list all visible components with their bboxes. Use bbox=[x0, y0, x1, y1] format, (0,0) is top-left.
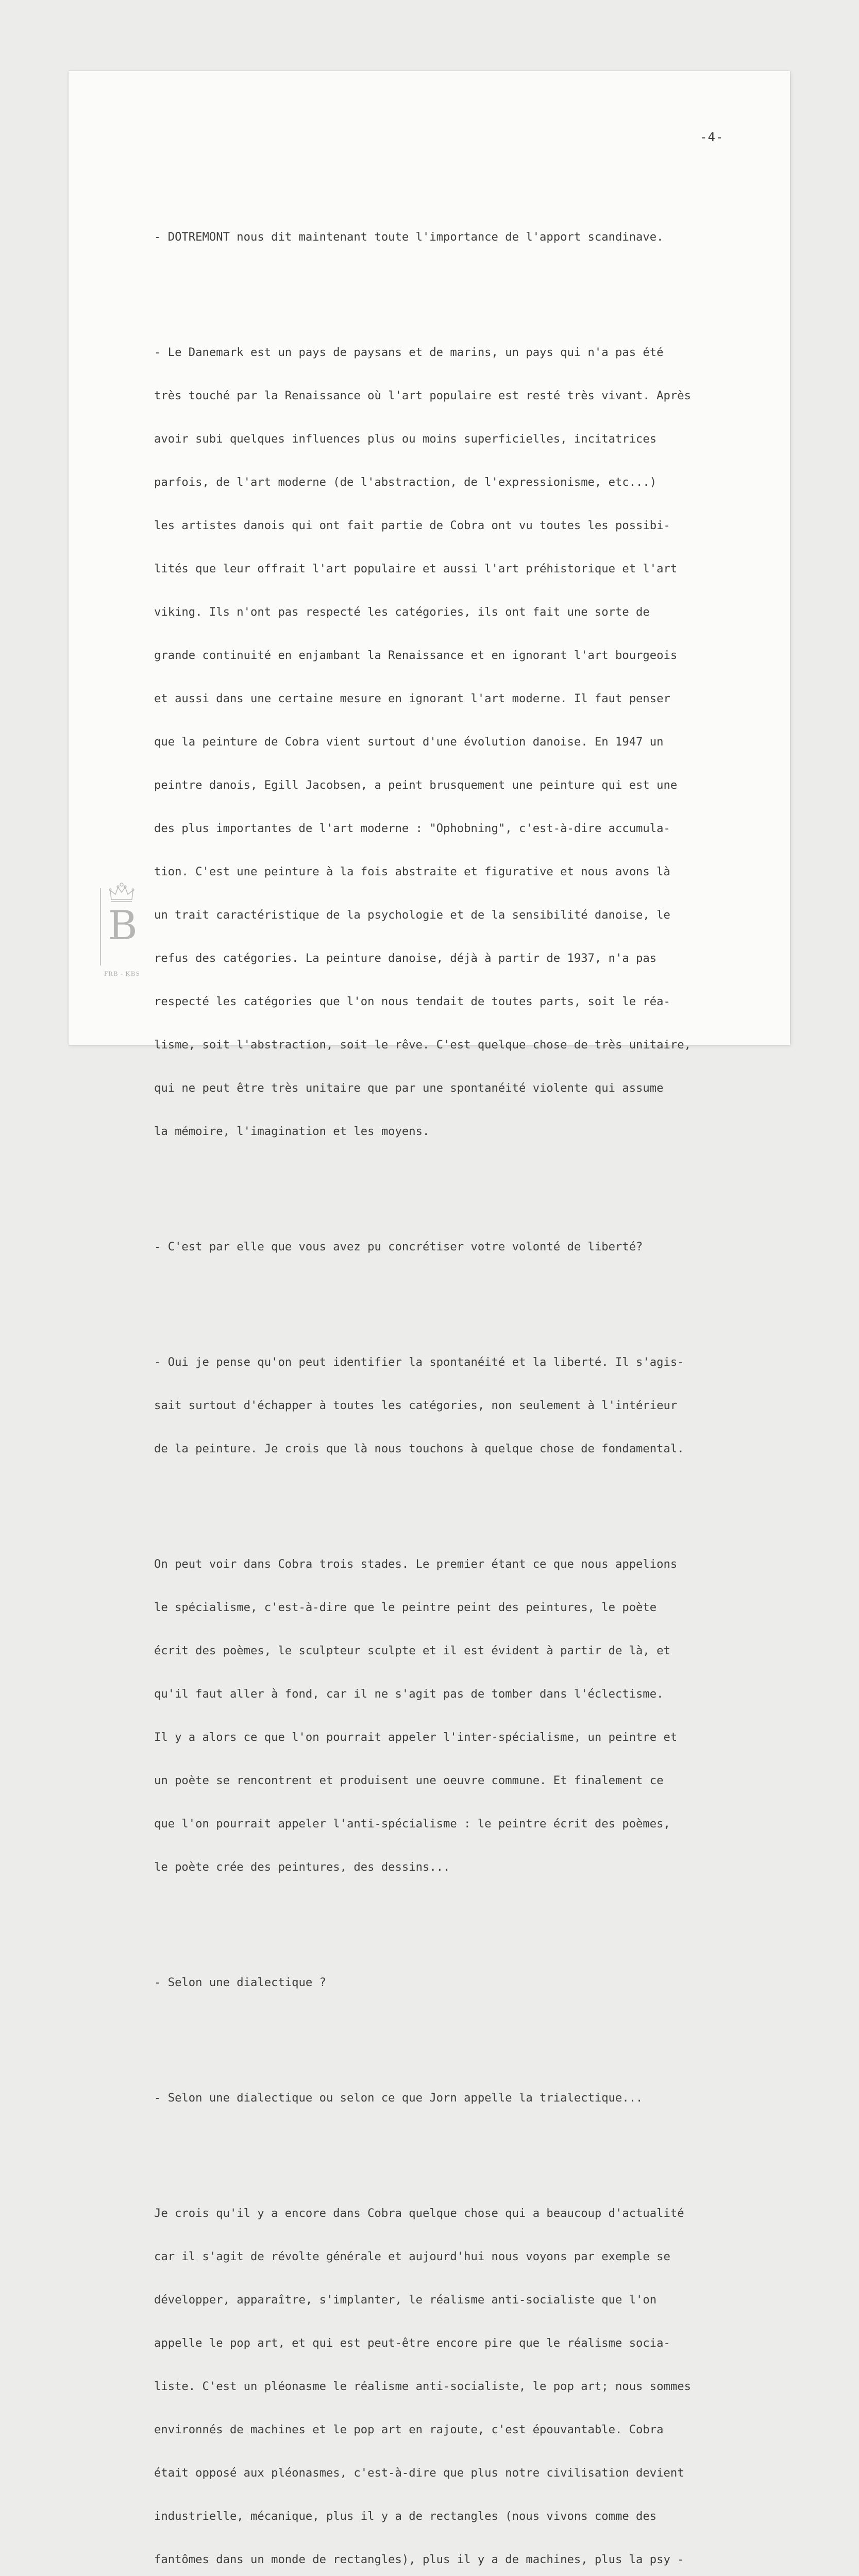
text-line: un poète se rencontrent et produisent une oeuvre commune. Et finalement ce bbox=[154, 1774, 664, 1787]
text-line: lisme, soit l'abstraction, soit le rêve. C'est quelque chose de très unitaire, bbox=[154, 1038, 691, 1052]
text-line: viking. Ils n'ont pas respecté les catégories, ils ont fait une sorte de bbox=[154, 605, 650, 619]
crown-icon bbox=[108, 882, 135, 904]
text-line: On peut voir dans Cobra trois stades. Le premier étant ce que nous appelions bbox=[154, 1557, 678, 1571]
paragraph bbox=[154, 1326, 772, 1485]
text-line: un trait caractéristique de la psychologie et de la sensibilité danoise, le bbox=[154, 908, 670, 922]
paragraph bbox=[154, 2177, 772, 2576]
text-line: Il y a alors ce que l'on pourrait appeler l'inter-spécialisme, un peintre et bbox=[154, 1731, 678, 1744]
text-line: le poète crée des peintures, des dessins... bbox=[154, 1860, 450, 1874]
text-line: qu'il faut aller à fond, car il ne s'agit pas de tomber dans l'éclectisme. bbox=[154, 1687, 664, 1701]
text-line: environnés de machines et le pop art en rajoute, c'est épouvantable. Cobra bbox=[154, 2423, 664, 2436]
text-line: - Selon une dialectique ? bbox=[154, 1976, 326, 1989]
text-line: et aussi dans une certaine mesure en ignorant l'art moderne. Il faut penser bbox=[154, 692, 670, 705]
text-line: le spécialisme, c'est-à-dire que le peintre peint des peintures, le poète bbox=[154, 1601, 657, 1614]
text-line: peintre danois, Egill Jacobsen, a peint brusquement une peinture qui est une bbox=[154, 778, 678, 792]
text-line: avoir subi quelques influences plus ou moins superficielles, incitatrices bbox=[154, 432, 657, 446]
text-line: liste. C'est un pléonasme le réalisme anti-socialiste, le pop art; nous sommes bbox=[154, 2380, 691, 2393]
text-line: très touché par la Renaissance où l'art populaire est resté très vivant. Après bbox=[154, 389, 691, 402]
text-line: qui ne peut être très unitaire que par une spontanéité violente qui assume bbox=[154, 1081, 664, 1095]
text-line: appelle le pop art, et qui est peut-être encore pire que le réalisme socia- bbox=[154, 2336, 670, 2350]
paragraph bbox=[154, 1528, 772, 1903]
text-line: des plus importantes de l'art moderne : "Ophobning", c'est-à-dire accumula- bbox=[154, 822, 670, 835]
paragraph bbox=[154, 1211, 772, 1283]
text-line: - Le Danemark est un pays de paysans et de marins, un pays qui n'a pas été bbox=[154, 346, 664, 359]
page-number: -4- bbox=[700, 130, 724, 144]
text-line: parfois, de l'art moderne (de l'abstraction, de l'expressionisme, etc...) bbox=[154, 476, 657, 489]
text-line: refus des catégories. La peinture danoise, déjà à partir de 1937, n'a pas bbox=[154, 952, 657, 965]
text-line: fantômes dans un monde de rectangles), plus il y a de machines, plus la psy - bbox=[154, 2553, 684, 2566]
document-body bbox=[154, 172, 772, 2576]
text-line: écrit des poèmes, le sculpteur sculpte et il est évident à partir de là, et bbox=[154, 1644, 670, 1657]
text-line: que l'on pourrait appeler l'anti-spécialisme : le peintre écrit des poèmes, bbox=[154, 1817, 670, 1831]
logo-letter: B bbox=[108, 903, 138, 949]
text-line: - DOTREMONT nous dit maintenant toute l'importance de l'apport scandinave. bbox=[154, 230, 664, 244]
logo-left-bar bbox=[100, 888, 101, 965]
text-line: était opposé aux pléonasmes, c'est-à-dire que plus notre civilisation devient bbox=[154, 2466, 684, 2480]
text-line: sait surtout d'échapper à toutes les catégories, non seulement à l'intérieur bbox=[154, 1399, 678, 1412]
text-line: - Selon une dialectique ou selon ce que Jorn appelle la trialectique... bbox=[154, 2091, 643, 2105]
text-line: les artistes danois qui ont fait partie de Cobra ont vu toutes les possibi- bbox=[154, 519, 670, 532]
text-line: industrielle, mécanique, plus il y a de rectangles (nous vivons comme des bbox=[154, 2510, 657, 2523]
foundation-logo bbox=[96, 882, 148, 977]
text-line: de la peinture. Je crois que là nous touchons à quelque chose de fondamental. bbox=[154, 1442, 684, 1455]
paragraph bbox=[154, 316, 772, 1167]
text-line: - C'est par elle que vous avez pu concrétiser votre volonté de liberté? bbox=[154, 1240, 643, 1253]
text-line: tion. C'est une peinture à la fois abstraite et figurative et nous avons là bbox=[154, 865, 670, 878]
paragraph bbox=[154, 201, 772, 273]
text-line: - Oui je pense qu'on peut identifier la spontanéité et la liberté. Il s'agis- bbox=[154, 1355, 684, 1369]
text-line: que la peinture de Cobra vient surtout d'une évolution danoise. En 1947 un bbox=[154, 735, 664, 749]
text-line: la mémoire, l'imagination et les moyens. bbox=[154, 1125, 430, 1138]
text-line: respecté les catégories que l'on nous tendait de toutes parts, soit le réa- bbox=[154, 995, 670, 1008]
text-line: Je crois qu'il y a encore dans Cobra quelque chose qui a beaucoup d'actualité bbox=[154, 2207, 684, 2220]
logo-caption: FRB - KBS bbox=[104, 970, 140, 977]
text-line: grande continuité en enjambant la Renaissance et en ignorant l'art bourgeois bbox=[154, 649, 678, 662]
text-line: développer, apparaître, s'implanter, le réalisme anti-socialiste que l'on bbox=[154, 2293, 657, 2307]
paragraph bbox=[154, 1946, 772, 2019]
text-line: car il s'agit de révolte générale et aujourd'hui nous voyons par exemple se bbox=[154, 2250, 670, 2263]
paragraph bbox=[154, 2062, 772, 2134]
text-line: lités que leur offrait l'art populaire et aussi l'art préhistorique et l'art bbox=[154, 562, 678, 575]
